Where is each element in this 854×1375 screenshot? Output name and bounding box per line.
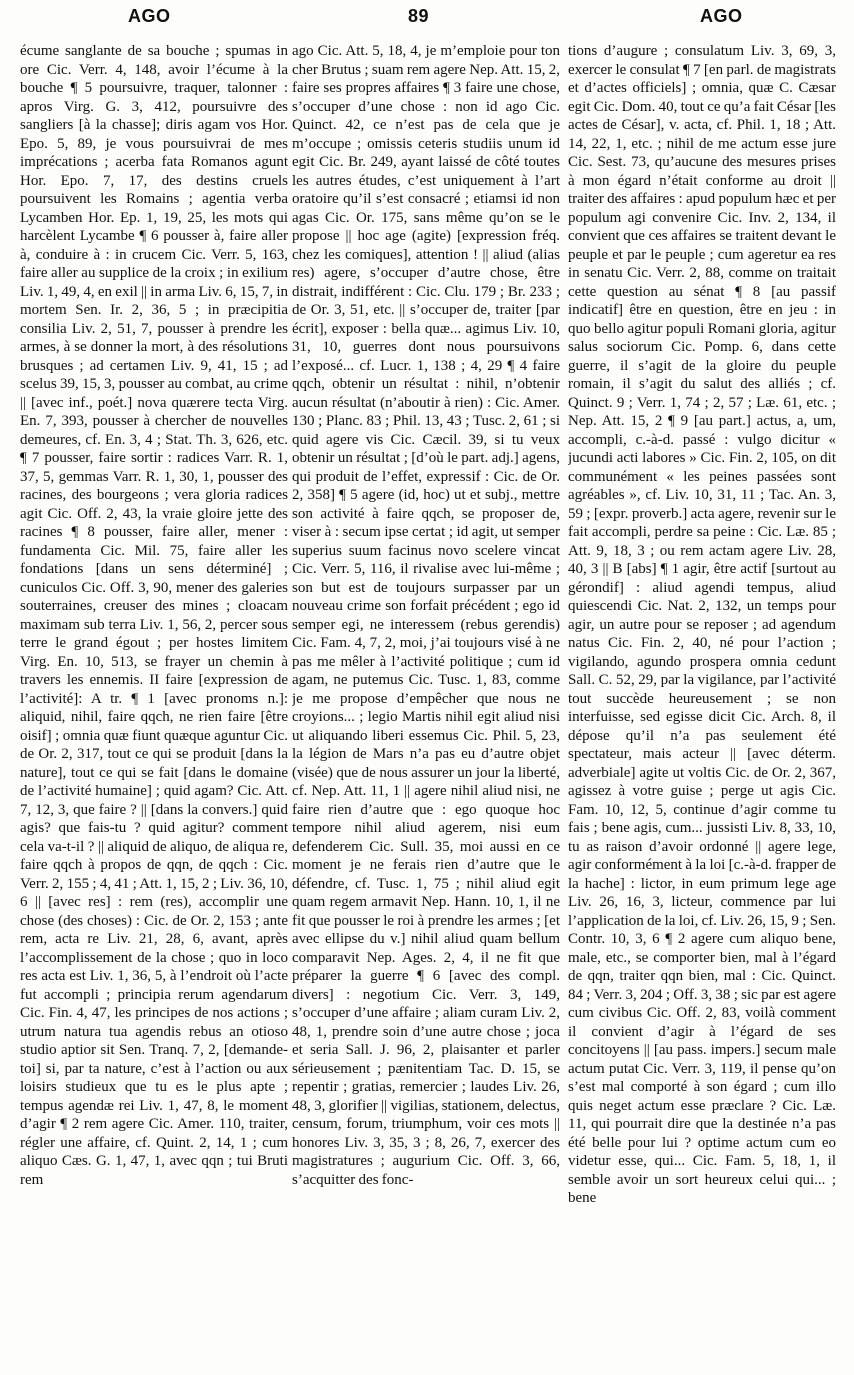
text-column-2 (292, 42, 560, 1362)
text-column-1 (20, 42, 288, 1362)
page-number: 89 (408, 6, 430, 26)
column-1-text: écume sanglante de sa bouche ; spumas in ore Cic. Verr. 4, 148, avoir l’écume à la bouche ¶ 5 poursuivre, traquer, talonner : apros Virg. G. 3, 412, poursuivre des sangliers [à la chasse]; diris agam vos Hor. Epo. 5, 89, je vous poursuivrai de mes imprécations ; acerba fata Romanos agunt Hor. Epo. 7, 17, des destins cruels poursuivent les Romains ; agentia verba Lycamben Hor. Ep. 1, 19, 25, les mots qui harcèlent Lycambe ¶ 6 pousser à, faire aller à, conduire à : in crucem Cic. Verr. 5, 163, faire aller au supplice de la croix ; in exilium Liv. 1, 49, 4, en exil || in arma Liv. 6, 15, 7, in mortem Sen. Ir. 2, 36, 5 ; in præcipitia consilia Liv. 2, 51, 7, pousser à prendre les armes, à se donner la mort, à des résolutions brusques ; ad certamen Liv. 9, 41, 15 ; ad scelus 39, 15, 3, pousser au combat, au crime || [avec inf., poét.] nova quærere tecta Virg. En. 7, 393, pousser à chercher de nouvelles demeures, cf. En. 3, 4 ; Stat. Th. 3, 626, etc. ¶ 7 pousser, faire sortir : radices Varr. R. 1, 37, 5, gemmas Varr. R. 1, 30, 1, pousser des racines, des bourgeons ; vera gloria radices agit Cic. Off. 2, 43, la vraie gloire jette des racines ¶ 8 pousser, faire aller, mener : fundamenta Cic. Mil. 75, faire aller les fondations [dans un sens déterminé] ; cuniculos Cic. Off. 3, 90, mener des galeries souterraines, creuser des mines ; cloacam maximam sub terra Liv. 1, 56, 2, percer sous terre le grand égout ; per hostes limitem Virg. En. 10, 513, se frayer un chemin à travers les ennemis. II faire [expression de l’activité]: A tr. ¶ 1 [avec pronoms n.]: aliquid, nihil, faire qqch, ne rien faire [être oisif] ; omnia quæ fiunt quæque aguntur Cic. de Or. 2, 317, tout ce qui se produit [dans la nature], tout ce qui se fait [dans le domaine de l’activité humaine] ; quid agam? Cic. Att. 7, 12, 3, que faire ? || [dans la convers.] quid agis? que fais-tu ? quid agitur? comment cela va-t-il ? || aliquid de aliquo, de aliqua re, faire qqch à propos de qqn, de qqch : Cic. Verr. 2, 155 ; 4, 41 ; Att. 1, 15, 2 ; Liv. 36, 10, 6 || [avec res] : rem (res), accomplir une chose (des choses) : Cic. de Or. 2, 153 ; ante rem, acta re Liv. 21, 28, 6, avant, après l’accomplissement de la chose ; quo in loco res acta est Liv. 1, 36, 5, à l’endroit où l’acte fut accompli ; principia rerum agendarum Cic. Fin. 4, 47, les principes de nos actions ; utrum natura tua agendis rebus an otioso studio aptior sit Sen. Tranq. 7, 2, [demande-toi] si, par ta nature, c’est à l’action ou aux loisirs studieux que tu es le plus apte ; tempus agendæ rei Liv. 1, 47, 8, le moment d’agir ¶ 2 rem agere Cic. Amer. 110, traiter, régler une affaire, cf. Quint. 2, 14, 1 ; cum aliquo Cæs. G. 1, 47, 1, avec qqn ; tui Bruti rem (20, 43, 288, 1188)
text-column-3 (568, 42, 836, 1362)
page-header (0, 0, 854, 40)
left-headword: AGO (128, 6, 171, 26)
right-headword: AGO (700, 6, 743, 26)
column-2-text: ago Cic. Att. 5, 18, 4, je m’emploie pour ton cher Brutus ; suam rem agere Nep. Att. 15, 2, faire ses propres affaires ¶ 3 faire une chose, s’occuper d’une chose : non id ago Cic. Quinct. 42, ce n’est pas de cela que je m’occupe ; omissis ceteris studiis unum id egit Cic. Br. 249, ayant laissé de côté toutes les autres études, c’est uniquement à l’art oratoire qu’il s’est consacré ; etiamsi id non agas Cic. Or. 175, sans même qu’on se le propose || hoc age (agite) [expression fréq. chez les comiques], attention ! || aliud (alias res) agere, s’occuper d’autre chose, être distrait, indifférent : Cic. Clu. 179 ; Br. 233 ; de Or. 3, 51, etc. || s’occuper de, traiter [par écrit], exposer : bella quæ... agimus Liv. 10, 31, 10, guerres dont nous poursuivons l’exposé... cf. Lucr. 1, 138 ; 4, 29 ¶ 4 faire qqch, obtenir un résultat : nihil, n’obtenir aucun résultat (n’aboutir à rien) : Cic. Amer. 130 ; Planc. 83 ; Phil. 13, 43 ; Tusc. 2, 61 ; si quid agere vis Cic. Cæcil. 39, si tu veux obtenir un résultat ; [d’où le part. adj.] agens, qui produit de l’effet, expressif : Cic. de Or. 2, 358] ¶ 5 agere (id, hoc) ut et subj., mettre son activité à faire qqch, se proposer de, viser à : secum ipse certat ; id agit, ut semper superius suum facinus novo scelere vincat Cic. Verr. 5, 116, il rivalise avec lui-même ; son but est de toujours surpasser par un nouveau crime son forfait précédent ; ego id semper egi, ne interessem (rebus gerendis) Cic. Fam. 4, 7, 2, moi, j’ai toujours visé à ne pas me mêler à l’activité politique ; cum id agam, ne putemus Cic. Tusc. 1, 83, comme je me propose d’empêcher que nous ne croyions... ; legio Martis nihil egit aliud nisi ut aliquando liberi essemus Cic. Phil. 5, 23, la légion de Mars n’a pas eu d’autre objet (visée) que de nous assurer un jour la liberté, cf. Nep. Att. 11, 1 || agere nihil aliud nisi, ne faire rien d’autre que : ego quoque hoc tempore nihil aliud agerem, nisi eum defenderem Cic. Sull. 35, moi aussi en ce moment je ne ferais rien d’autre que le défendre, cf. Tusc. 1, 75 ; nihil aliud egit quam regem armavit Nep. Hann. 10, 1, il ne fit que pousser le roi à prendre les armes ; [et avec ellipse du v.] nihil aliud quam bellum comparavit Nep. Ages. 2, 4, il ne fit que préparer la guerre ¶ 6 [avec des compl. divers] : negotium Cic. Verr. 3, 149, s’occuper d’une affaire ; aliam curam Liv. 2, 48, 1, prendre soin d’une autre chose ; joca et seria Sall. J. 96, 2, plaisanter et parler sérieusement ; pænitentiam Tac. D. 15, se repentir ; gratias, remercier ; laudes Liv. 26, 48, 3, glorifier || vigilias, stationem, delectus, censum, forum, triumphum, voir ces mots || honores Liv. 3, 35, 3 ; 8, 26, 7, exercer des magistratures ; augurium Cic. Off. 3, 66, s’acquitter des fonc- (292, 43, 560, 1188)
column-3-text: tions d’augure ; consulatum Liv. 3, 69, 3, exercer le consulat ¶ 7 [en parl. de magistrats et d’actes officiels] ; omnia, quæ C. Cæsar egit Cic. Dom. 40, tout ce qu’a fait César [les actes de César], v. acta, cf. Phil. 1, 18 ; Att. 14, 22, 1, etc. ; nihil de me actum esse jure Cic. Sest. 73, qu’aucune des mesures prises à mon égard n’était conforme au droit || traiter des affaires : apud populum hæc et per populum agi convenire Cic. Inv. 2, 134, il convient que ces affaires se traitent devant le peuple et par le peuple ; cum ageretur ea res in senatu Cic. Verr. 2, 88, comme on traitait cette question au sénat ¶ 8 [au passif indicatif] être en question, être en jeu : in quo bello agitur populi Romani gloria, agitur salus sociorum Cic. Pomp. 6, dans cette guerre, il s’agit de la gloire du peuple romain, il s’agit du salut des alliés ; cf. Quinct. 9 ; Verr. 1, 74 ; 2, 57 ; Læ. 61, etc. ; Nep. Att. 15, 2 ¶ 9 [au part.] actus, a, um, accompli, c.-à-d. passé : vulgo dicitur « jucundi acti labores » Cic. Fin. 2, 105, on dit communément « les peines passées sont agréables », cf. Liv. 10, 31, 11 ; Tac. An. 3, 59 ; [expr. proverb.] acta agere, revenir sur le fait accompli, perdre sa peine : Cic. Læ. 85 ; Att. 9, 18, 3 ; ou rem actam agere Liv. 28, 40, 3 || B [abs] ¶ 1 agir, être actif [surtout au gérondif] : aliud agendi tempus, aliud quiescendi Cic. Nat. 2, 132, un temps pour agir, un autre pour se reposer ; ad agendum natus Cic. Fin. 2, 40, né pour l’action ; vigilando, agundo prospera omnia cedunt Sall. C. 52, 29, par la vigilance, par l’activité tout succède heureusement ; se non interfuisse, sed egisse dicit Cic. Arch. 8, il dépose qu’il n’a pas seulement été spectateur, mais acteur || [avec déterm. adverbiale] agite ut voltis Cic. de Or. 2, 367, agissez à votre guise ; perge ut agis Cic. Fam. 10, 12, 5, continue d’agir comme tu fais ; bene agis, cum... jussisti Liv. 8, 33, 10, tu as raison d’avoir ordonné || agere lege, agir conformément à la loi [c.-à-d. frapper de la hache] : lictor, in eum primum lege age Liv. 26, 16, 3, licteur, commence par lui l’application de la loi, cf. Liv. 26, 15, 9 ; Sen. Contr. 10, 3, 6 ¶ 2 agere cum aliquo bene, male, etc., se comporter bien, mal à l’égard de qqn, traiter qqn bien, mal : Cic. Quinct. 84 ; Verr. 3, 204 ; Off. 3, 38 ; sic par est agere cum civibus Cic. Off. 2, 83, voilà comment il convient d’agir à l’égard de ses concitoyens || [au pass. impers.] secum male actum putat Cic. Verr. 3, 119, il pense qu’on s’est mal comporté à son égard ; cum illo quis neget actum esse præclare ? Cic. Læ. 11, qui pourrait dire que la destinée n’a pas été belle pour lui ? optime actum cum eo videtur esse, qui... Cic. Fam. 5, 18, 1, il semble avoir un sort heureux celui qui... ; bene (568, 43, 836, 1206)
